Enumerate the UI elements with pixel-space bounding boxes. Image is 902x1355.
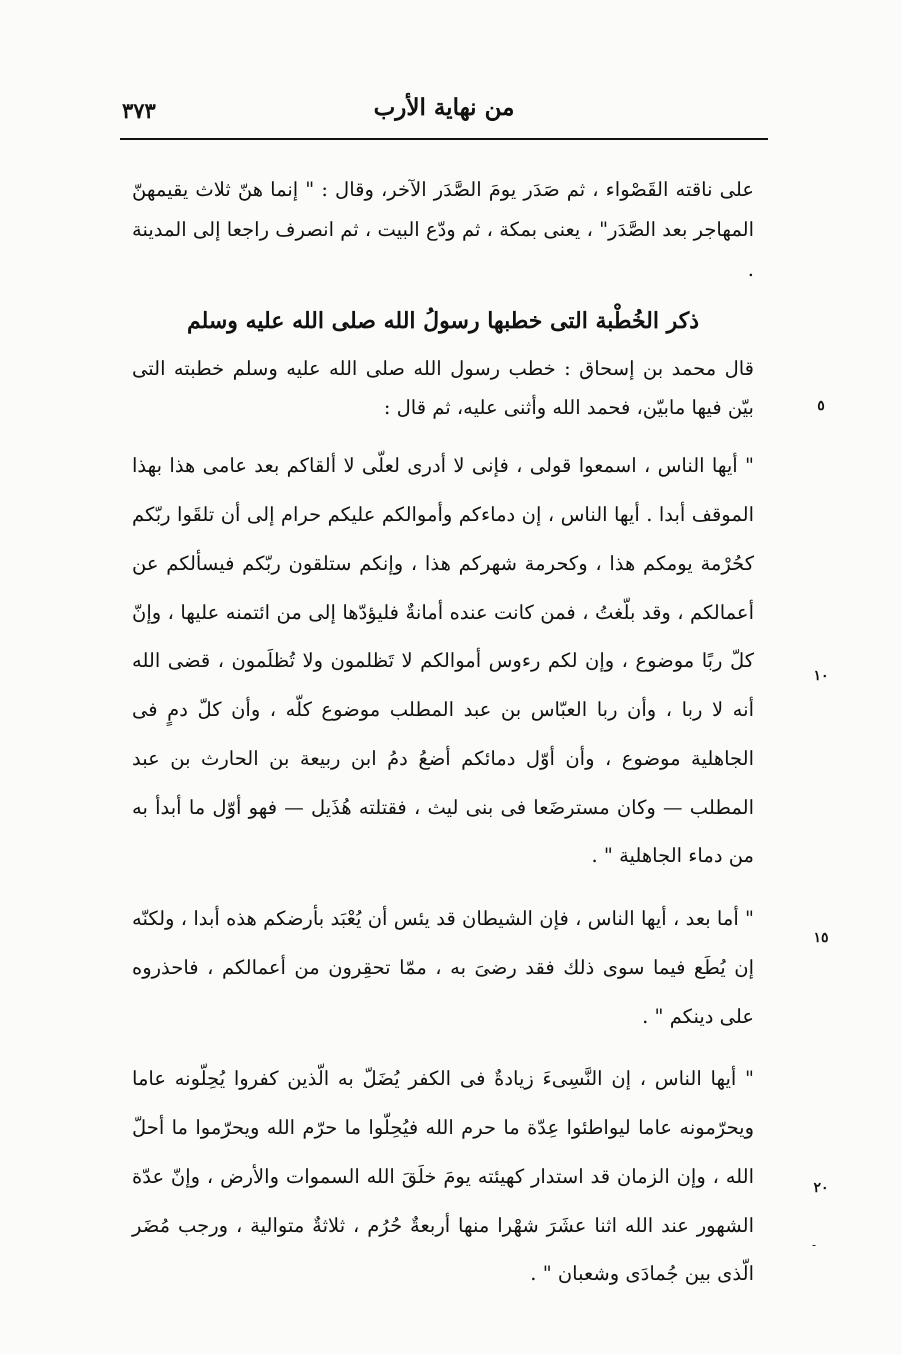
line-number-20: ٢٠	[813, 1180, 829, 1196]
paragraph-sermon-2: " أما بعد ، أيها الناس ، فإن الشيطان قد يئس أن يُعْبَد بأرضكم هذه أبدا ، ولكنّه إن يُطَع فيما سوى ذلك فقد رضىَ به ، ممّا تحقِرون من أعمالكم ، فاحذروه على دينكم " .	[132, 907, 754, 1028]
page-header	[120, 92, 768, 140]
running-title: من نهاية الأرب	[373, 94, 515, 121]
paragraph-intro: على ناقته القَصْواء ، ثم صَدَر يومَ الصَّدَر الآخر، وقال : " إنما هنّ ثلاث يقيمهنّ المهاجر بعد الصَّدَر" ، يعنى بمكة ، ثم ودّع البيت ، ثم انصرف راجعا إلى المدينة .	[132, 178, 754, 281]
line-number-15: ١٥	[813, 930, 829, 946]
page-number: ٣٧٣	[122, 98, 156, 123]
section-heading: ذكر الخُطْبة التى خطبها رسولُ الله صلى الله عليه وسلم	[186, 307, 700, 334]
margin-mark: -	[812, 1238, 817, 1252]
line-number-10: ١٠	[813, 668, 829, 684]
paragraph-sermon-3: " أيها الناس ، إن النَّسِىءَ زيادةٌ فى الكفر يُضَلّ به الّذين كفروا يُحِلّونه عاما ويحرّمونه عاما ليواطئوا عِدّة ما حرم الله فيُحِلّوا ما حرّم الله ويحرّموا ما أحلّ الله ، وإن الزمان قد استدار كهيئته يومَ خلَقَ الله السموات والأرض ، وإنّ عدّة الشهور عند الله اثنا عشَرَ شهْرا منها أربعةٌ حُرُم ، ثلاثةٌ متوالية ، ورجب مُضَر الّذى بين جُمادَى وشعبان " .	[132, 1067, 754, 1286]
paragraph-sermon-1: " أيها الناس ، اسمعوا قولى ، فإنى لا أدرى لعلّى لا ألقاكم بعد عامى هذا بهذا الموقف أبدا . أيها الناس ، إن دماءكم وأموالكم عليكم حرام إلى أن تلقَوا ربّكم كحُرْمة يومكم هذا ، وكحرمة شهركم هذا ، وإنكم ستلقون ربّكم فيسألكم عن أعمالكم ، وقد بلّغتُ ، فمن كانت عنده أمانةٌ فليؤدّها إلى من ائتمنه عليها ، وإنّ كلّ ربًا موضوع ، وإن لكم رءوس أموالكم لا تَظلمون ولا تُظلَمون ، قضى الله أنه لا ربا ، وأن ربا العبّاس بن عبد المطلب موضوع كلّه ، وأن كلّ دمٍ فى الجاهلية موضوع ، وأن أوّل دمائكم أضعُ دمُ ابن ربيعة بن الحارث بن عبد المطلب — وكان مسترضَعا فى بنى ليث ، فقتلته هُذَيل — فهو أوّل ما أبدأ به من دماء الجاهلية " .	[132, 454, 754, 868]
paragraph-narration: قال محمد بن إسحاق : خطب رسول الله صلى الله عليه وسلم خطبته التى بيّن فيها مابيّن، فحمد الله وأثنى عليه، ثم قال :	[132, 356, 754, 420]
line-number-5: ٥	[817, 398, 825, 414]
page-body	[132, 170, 754, 1299]
